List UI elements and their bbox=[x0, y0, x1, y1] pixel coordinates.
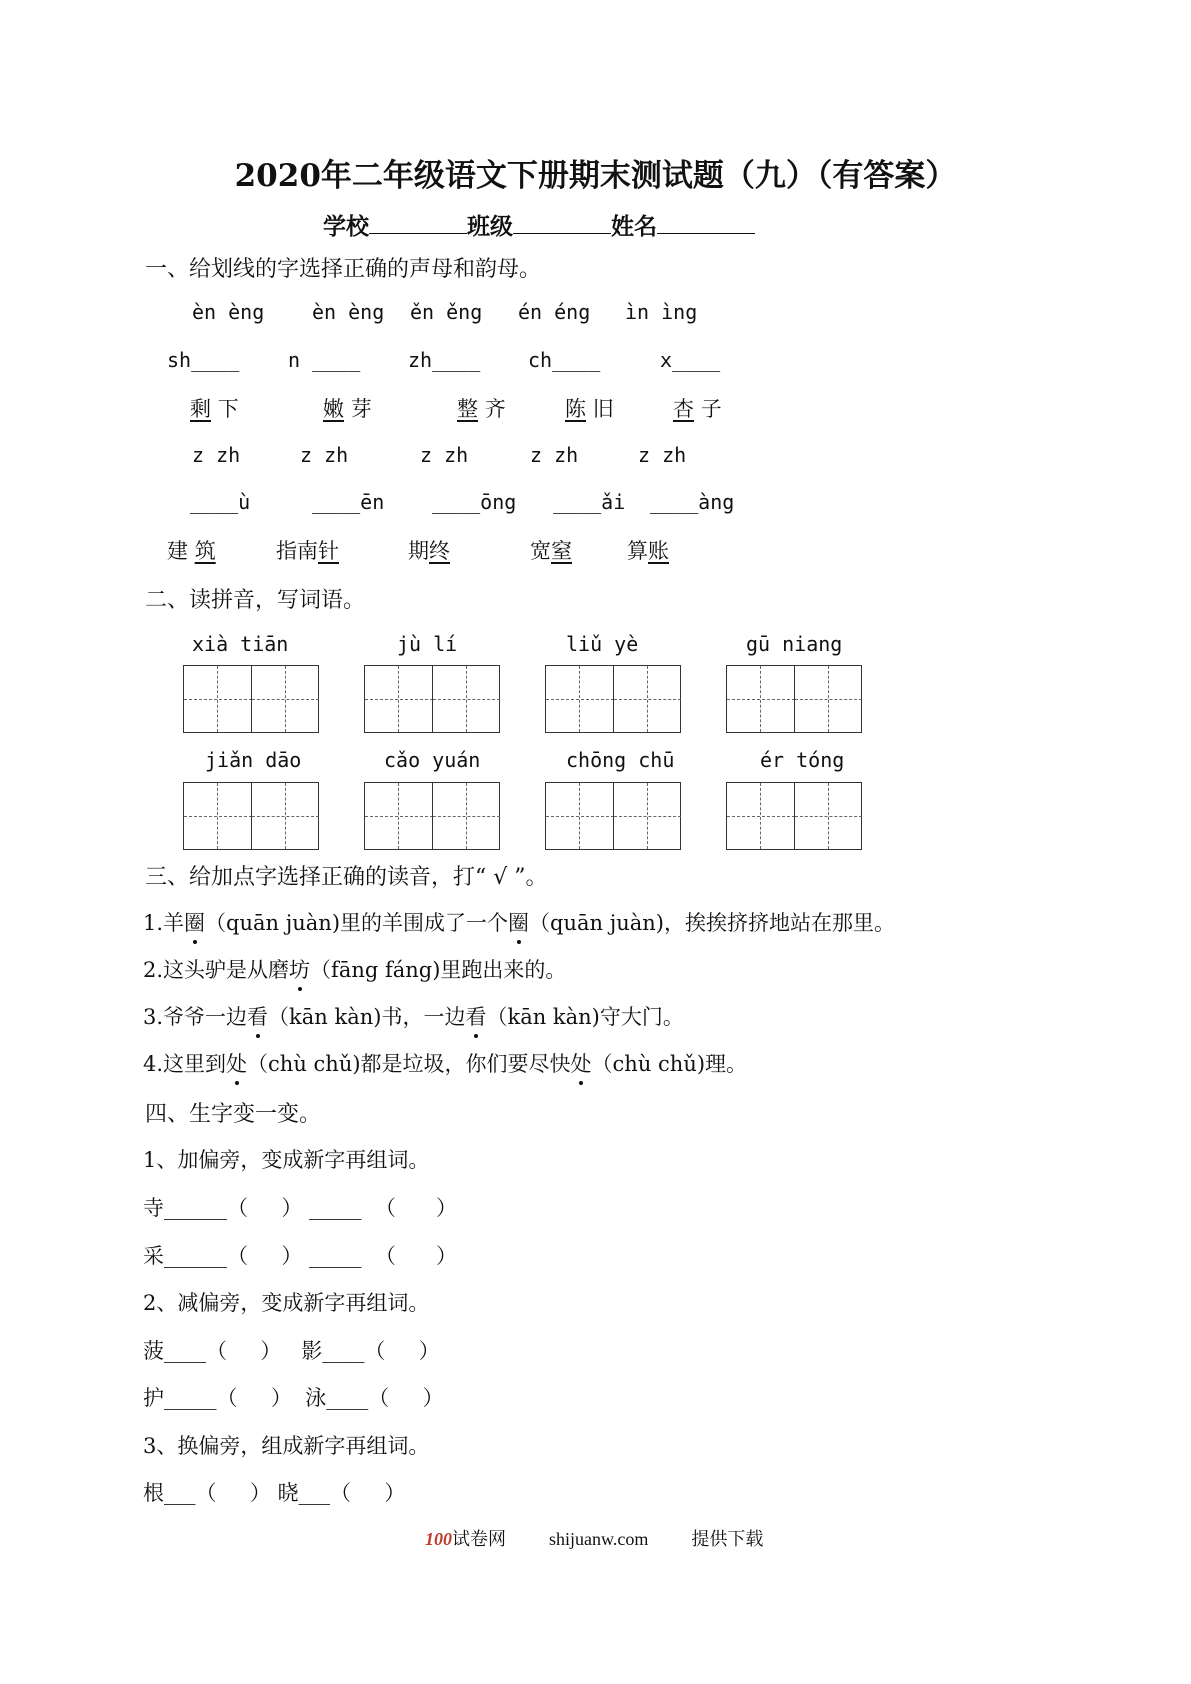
underlined-char: 筑 bbox=[194, 539, 216, 563]
s1-choice[interactable]: z zh bbox=[420, 443, 469, 467]
s1-choice[interactable]: z zh bbox=[192, 443, 241, 467]
class-label: 班级 bbox=[467, 213, 513, 240]
writing-cell[interactable] bbox=[365, 666, 433, 732]
underlined-char: 整 bbox=[457, 397, 478, 421]
writing-grid[interactable] bbox=[545, 665, 681, 733]
s1-final-blank[interactable]: ____àng bbox=[650, 490, 735, 514]
section-2-heading: 二、读拼音，写词语。 bbox=[145, 588, 366, 613]
s1-word2 bbox=[530, 535, 572, 565]
s4-subheading-3: 3、换偏旁，组成新字再组词。 bbox=[143, 1434, 430, 1458]
plain-char: 建 bbox=[167, 539, 195, 563]
s4-exercise-line[interactable]: 根___（ ） 晓___（ ） bbox=[143, 1481, 406, 1505]
underlined-char: 针 bbox=[318, 539, 339, 563]
writing-cell[interactable] bbox=[365, 783, 433, 849]
s1-word bbox=[323, 393, 372, 423]
text: 1.羊 bbox=[143, 911, 185, 935]
writing-grid[interactable] bbox=[545, 782, 681, 850]
dotted-char: 坊 bbox=[289, 958, 311, 982]
s1-word bbox=[190, 393, 239, 423]
s1-option: èn èng bbox=[192, 300, 265, 324]
text: （quān juàn)，挨挨挤挤地站在那里。 bbox=[529, 911, 895, 935]
s1-option: ěn ěng bbox=[410, 300, 483, 324]
text: （chù chǔ)都是垃圾，你们要尽快 bbox=[247, 1052, 571, 1076]
s4-exercise-line[interactable]: 护_____（ ） 泳____（ ） bbox=[143, 1386, 444, 1410]
s1-choice[interactable]: z zh bbox=[638, 443, 687, 467]
writing-cell[interactable] bbox=[794, 666, 862, 732]
plain-char: 算 bbox=[627, 539, 648, 563]
writing-cell[interactable] bbox=[727, 783, 795, 849]
school-label: 学校 bbox=[323, 213, 369, 240]
s1-initial-blank[interactable]: x____ bbox=[660, 348, 721, 372]
s4-subheading-2: 2、减偏旁，变成新字再组词。 bbox=[143, 1291, 430, 1315]
pinyin-label: jiǎn dāo bbox=[205, 748, 302, 772]
section-4-heading: 四、生字变一变。 bbox=[145, 1102, 322, 1127]
text: 2.这头驴是从磨 bbox=[143, 958, 290, 982]
s1-final-blank[interactable]: ____ōng bbox=[432, 490, 517, 514]
s4-exercise-line[interactable]: 寺______（ ） _____ （ ） bbox=[143, 1196, 457, 1220]
s1-word2 bbox=[276, 535, 339, 565]
s1-word bbox=[673, 393, 722, 423]
writing-grid[interactable] bbox=[364, 665, 500, 733]
s1-word2 bbox=[408, 535, 450, 565]
s1-final-blank[interactable]: ____ǎi bbox=[553, 490, 626, 514]
s3-question-2 bbox=[143, 954, 566, 984]
site-name: 试卷网 bbox=[452, 1529, 506, 1549]
s3-question-4 bbox=[143, 1048, 747, 1078]
plain-char: 指南 bbox=[276, 539, 318, 563]
s3-question-1 bbox=[143, 907, 895, 937]
pinyin-label: xià tiān bbox=[192, 632, 289, 656]
writing-cell[interactable] bbox=[546, 666, 614, 732]
class-blank[interactable] bbox=[513, 211, 611, 234]
s1-initial-blank[interactable]: n ____ bbox=[288, 348, 361, 372]
name-blank[interactable] bbox=[657, 211, 755, 234]
plain-char: 齐 bbox=[484, 397, 506, 421]
s1-option: èn èng bbox=[312, 300, 385, 324]
text: 4.这里到 bbox=[143, 1052, 227, 1076]
s1-word bbox=[565, 393, 614, 423]
writing-cell[interactable] bbox=[251, 783, 319, 849]
text: （quān juàn)里的羊围成了一个 bbox=[205, 911, 509, 935]
writing-cell[interactable] bbox=[184, 666, 252, 732]
page-title: 2020年二年级语文下册期末测试题（九）（有答案） bbox=[234, 158, 957, 194]
s1-choice[interactable]: z zh bbox=[300, 443, 349, 467]
pinyin-label: liǔ yè bbox=[566, 632, 639, 656]
writing-grid[interactable] bbox=[183, 665, 319, 733]
plain-char: 芽 bbox=[350, 397, 372, 421]
section-1-heading: 一、给划线的字选择正确的声母和韵母。 bbox=[145, 257, 542, 282]
underlined-char: 账 bbox=[648, 539, 669, 563]
writing-grid[interactable] bbox=[726, 665, 862, 733]
section-3-heading: 三、给加点字选择正确的读音，打“ √ ”。 bbox=[145, 865, 548, 890]
underlined-char: 终 bbox=[429, 539, 450, 563]
writing-cell[interactable] bbox=[184, 783, 252, 849]
s1-word bbox=[457, 393, 506, 423]
text: （kān kàn)书，一边 bbox=[268, 1005, 466, 1029]
s3-question-3 bbox=[143, 1001, 684, 1031]
dotted-char: 处 bbox=[570, 1052, 592, 1076]
s1-initial-blank[interactable]: ch____ bbox=[528, 348, 601, 372]
pinyin-label: chōng chū bbox=[566, 748, 675, 772]
s4-exercise-line[interactable]: 菠____（ ） 影____（ ） bbox=[143, 1339, 440, 1363]
s1-final-blank[interactable]: ____ù bbox=[190, 490, 251, 514]
writing-cell[interactable] bbox=[613, 783, 681, 849]
pinyin-label: jù lí bbox=[397, 632, 458, 656]
text: （fāng fáng)里跑出来的。 bbox=[310, 958, 567, 982]
plain-char: 下 bbox=[217, 397, 239, 421]
pinyin-label: cǎo yuán bbox=[384, 748, 481, 772]
plain-char: 宽 bbox=[530, 539, 551, 563]
footer-note: 提供下载 bbox=[691, 1529, 764, 1549]
writing-cell[interactable] bbox=[546, 783, 614, 849]
pinyin-label: ér tóng bbox=[760, 748, 845, 772]
s1-option: ìn ìng bbox=[625, 300, 698, 324]
footer bbox=[425, 1525, 763, 1551]
plain-char: 子 bbox=[700, 397, 722, 421]
s1-initial-blank[interactable]: sh____ bbox=[167, 348, 240, 372]
writing-cell[interactable] bbox=[794, 783, 862, 849]
plain-char: 期 bbox=[408, 539, 429, 563]
underlined-char: 窒 bbox=[551, 539, 572, 563]
writing-cell[interactable] bbox=[613, 666, 681, 732]
dotted-char: 圈 bbox=[508, 911, 530, 935]
dotted-char: 圈 bbox=[184, 911, 206, 935]
name-label: 姓名 bbox=[611, 213, 657, 240]
writing-cell[interactable] bbox=[727, 666, 795, 732]
site-logo: 100 bbox=[425, 1529, 452, 1549]
s1-initial-blank[interactable]: zh____ bbox=[408, 348, 481, 372]
pinyin-label: gū niang bbox=[746, 632, 843, 656]
underlined-char: 剩 bbox=[190, 397, 211, 421]
text: （kān kàn)守大门。 bbox=[486, 1005, 684, 1029]
writing-cell[interactable] bbox=[251, 666, 319, 732]
student-info bbox=[323, 208, 755, 241]
text: 3.爷爷一边 bbox=[143, 1005, 248, 1029]
dotted-char: 看 bbox=[465, 1005, 487, 1029]
s4-subheading-1: 1、加偏旁，变成新字再组词。 bbox=[143, 1148, 430, 1172]
dotted-char: 处 bbox=[226, 1052, 248, 1076]
writing-cell[interactable] bbox=[432, 666, 500, 732]
dotted-char: 看 bbox=[247, 1005, 269, 1029]
s4-exercise-line[interactable]: 采______（ ） _____ （ ） bbox=[143, 1244, 457, 1268]
writing-grid[interactable] bbox=[364, 782, 500, 850]
s1-word2 bbox=[167, 535, 216, 565]
s1-choice[interactable]: z zh bbox=[530, 443, 579, 467]
school-blank[interactable] bbox=[369, 211, 467, 234]
writing-grid[interactable] bbox=[726, 782, 862, 850]
writing-cell[interactable] bbox=[432, 783, 500, 849]
s1-final-blank[interactable]: ____ēn bbox=[312, 490, 385, 514]
writing-grid[interactable] bbox=[183, 782, 319, 850]
s1-option: én éng bbox=[518, 300, 591, 324]
underlined-char: 杏 bbox=[673, 397, 694, 421]
underlined-char: 陈 bbox=[565, 397, 586, 421]
plain-char: 旧 bbox=[592, 397, 614, 421]
text: （chù chǔ)理。 bbox=[591, 1052, 748, 1076]
s1-word2 bbox=[627, 535, 669, 565]
site-url[interactable]: shijuanw.com bbox=[549, 1529, 649, 1549]
underlined-char: 嫩 bbox=[323, 397, 344, 421]
